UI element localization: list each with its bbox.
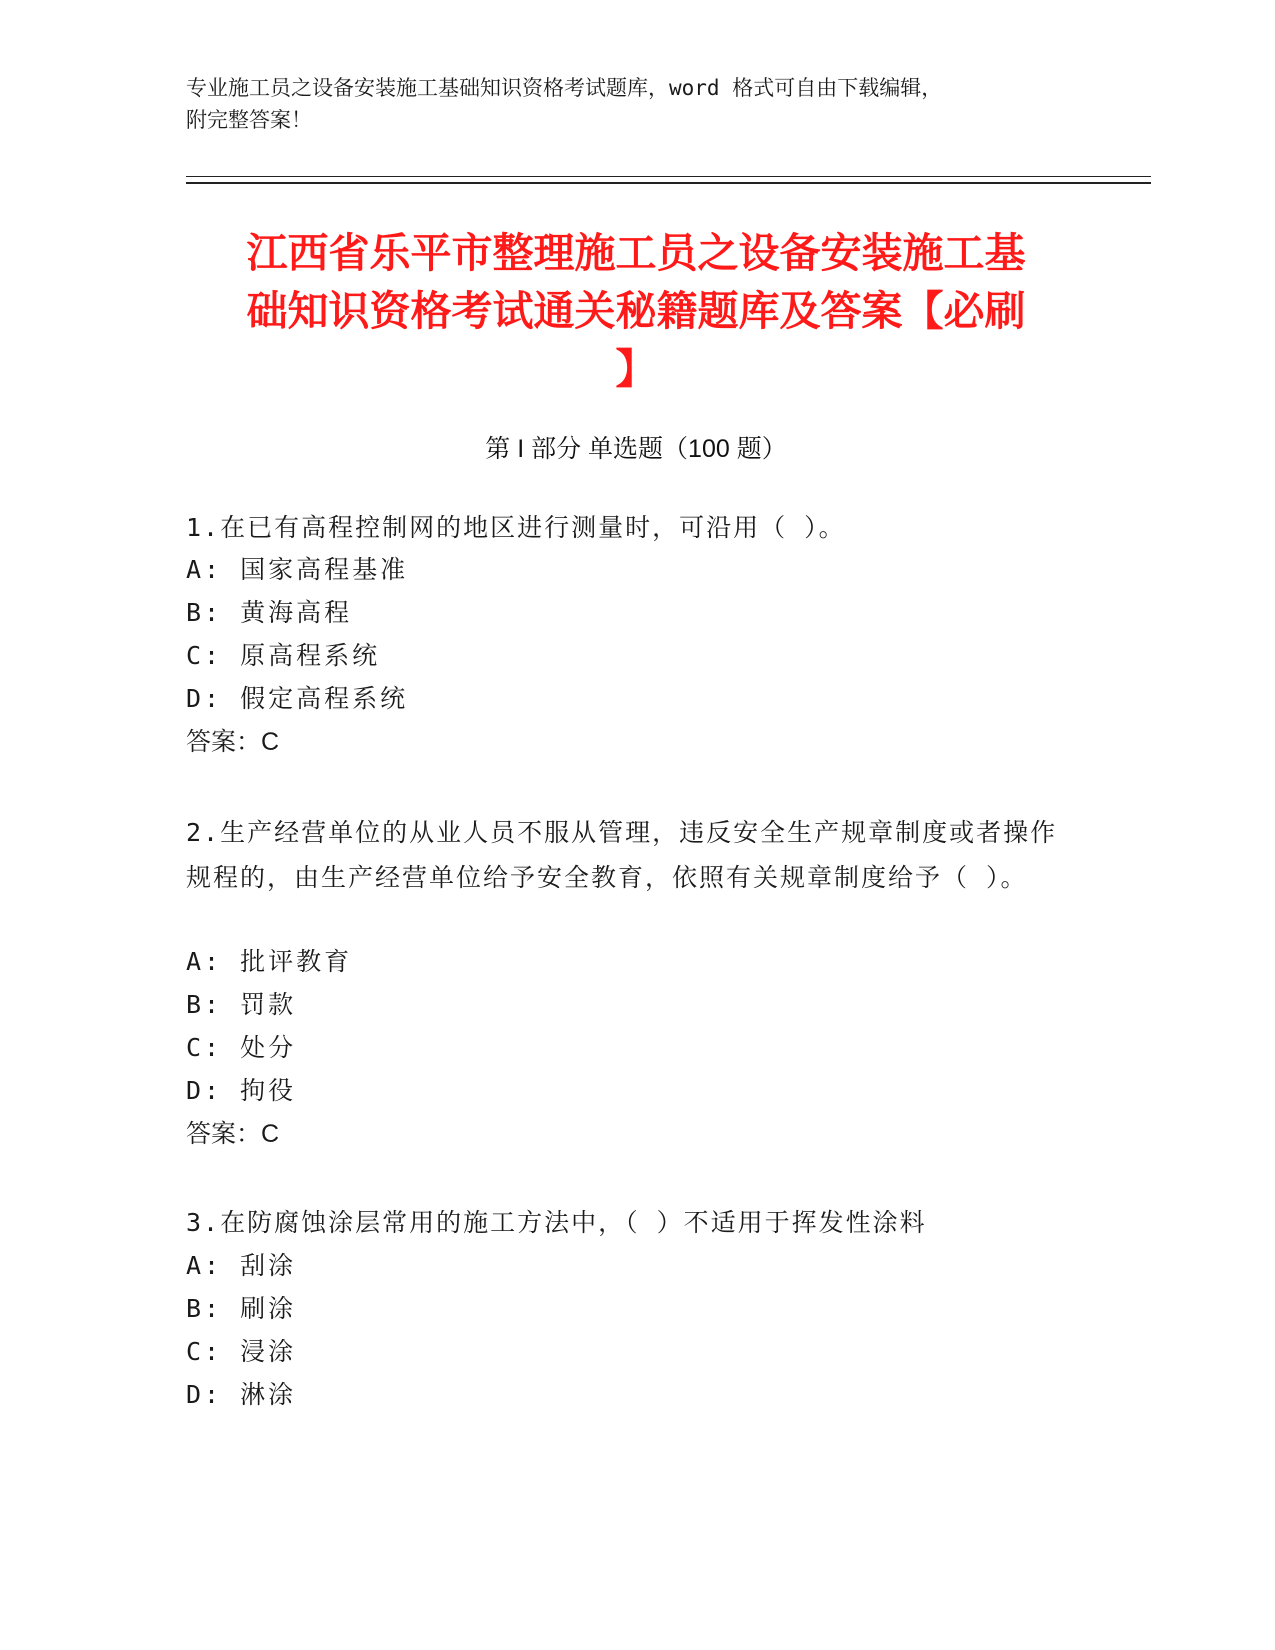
question-3-option-a: A: 刮涂 <box>186 1251 297 1280</box>
question-1-option-d: D: 假定高程系统 <box>186 684 409 713</box>
intro-note <box>186 72 1066 136</box>
document-title <box>186 224 1086 398</box>
question-1-option-c: C: 原高程系统 <box>186 641 381 670</box>
intro-line-2: 附完整答案！ <box>186 108 312 132</box>
question-2-stem: 2.生产经营单位的从业人员不服从管理，违反安全生产规章制度或者操作规程的，由生产经营单位给予安全教育，依照有关规章制度给予（ ）。 <box>186 818 1058 892</box>
question-2-option-a: A: 批评教育 <box>186 947 353 976</box>
question-1-option-b: B: 黄海高程 <box>186 598 353 627</box>
header-divider-thin <box>186 176 1151 177</box>
question-1-stem: 1.在已有高程控制网的地区进行测量时，可沿用（ ）。 <box>186 513 846 542</box>
question-2-option-b: B: 罚款 <box>186 990 297 1019</box>
question-2-option-d: D: 拘役 <box>186 1076 297 1105</box>
question-2-option-c: C: 处分 <box>186 1033 297 1062</box>
intro-line-1: 专业施工员之设备安装施工基础知识资格考试题库，word 格式可自由下载编辑， <box>186 76 943 100</box>
question-1-option-a: A: 国家高程基准 <box>186 555 409 584</box>
question-3-stem: 3.在防腐蚀涂层常用的施工方法中，（ ）不适用于挥发性涂料 <box>186 1208 927 1237</box>
title-line-3: 】 <box>615 345 657 393</box>
question-3-option-b: B: 刷涂 <box>186 1294 297 1323</box>
header-divider-thick <box>186 182 1151 184</box>
title-line-1: 江西省乐平市整理施工员之设备安装施工基 <box>246 229 1026 277</box>
title-line-2: 础知识资格考试通关秘籍题库及答案【必刷 <box>246 287 1026 335</box>
question-1-answer: 答案：C <box>186 728 280 756</box>
question-3-option-d: D: 淋涂 <box>186 1380 297 1409</box>
question-3-option-c: C: 浸涂 <box>186 1337 297 1366</box>
section-heading: 第 I 部分 单选题（100 题） <box>485 435 787 463</box>
question-2-answer: 答案：C <box>186 1120 280 1148</box>
